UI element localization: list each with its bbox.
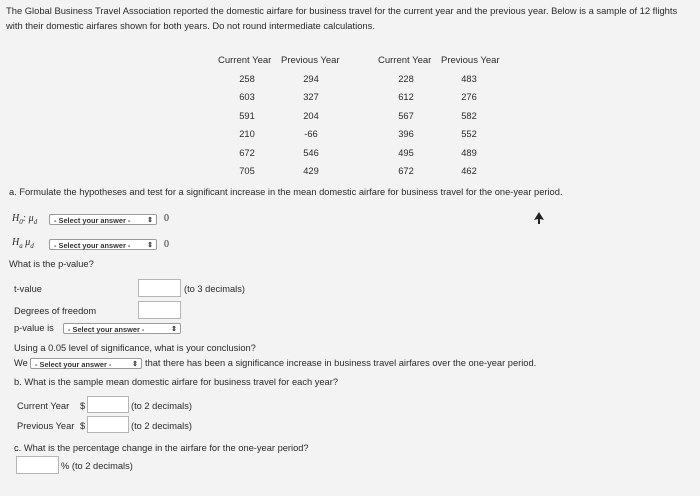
table-cell: 612 xyxy=(398,92,414,102)
table-cell: 591 xyxy=(239,111,255,121)
table-cell: 495 xyxy=(398,148,414,158)
degrees-of-freedom-label: Degrees of freedom xyxy=(14,306,97,316)
table-cell: 258 xyxy=(239,74,255,84)
current-year-mean-input[interactable] xyxy=(87,396,129,413)
table-cell: 603 xyxy=(239,92,255,102)
table-cell: 210 xyxy=(239,129,255,139)
percentage-change-hint: % (to 2 decimals) xyxy=(61,461,133,471)
current-year-dollar: $ xyxy=(80,401,86,411)
table-cell: 276 xyxy=(461,92,477,102)
previous-year-label: Previous Year xyxy=(17,421,75,431)
we-label: We xyxy=(14,358,28,368)
table-cell: 552 xyxy=(461,129,477,139)
t-value-input[interactable] xyxy=(138,279,181,297)
table-cell: -66 xyxy=(304,129,318,139)
p-value-question: What is the p-value? xyxy=(9,259,94,269)
table-cell: 204 xyxy=(303,111,319,121)
table-cell: 672 xyxy=(239,148,255,158)
table-cell: 672 xyxy=(398,166,414,176)
t-value-label: t-value xyxy=(14,284,42,294)
ha-select[interactable]: - Select your answer - ⇕ xyxy=(49,239,157,250)
header-current-year-right: Current Year xyxy=(378,55,432,66)
percentage-change-input[interactable] xyxy=(16,456,59,474)
header-previous-year-right: Previous Year xyxy=(441,55,500,66)
ha-value: 0 xyxy=(164,239,169,250)
previous-year-dollar: $ xyxy=(80,421,86,431)
current-year-hint: (to 2 decimals) xyxy=(131,401,192,411)
h0-value: 0 xyxy=(164,213,169,224)
part-c-question: c. What is the percentage change in the airfare for the one-year period? xyxy=(14,443,309,453)
table-cell: 489 xyxy=(461,148,477,158)
problem-intro: The Global Business Travel Association reported the domestic airfare for business travel for the current year and the previous year. Below is a sample of 12 flights with their domestic airfares shown for both years. Do not round intermediate calculations. xyxy=(6,5,678,31)
table-cell: 327 xyxy=(303,92,319,102)
table-cell: 462 xyxy=(461,166,477,176)
p-value-select[interactable]: - Select your answer - ⇕ xyxy=(63,323,181,334)
part-b-question: b. What is the sample mean domestic airfare for business travel for each year? xyxy=(14,377,338,387)
t-value-hint: (to 3 decimals) xyxy=(184,284,245,294)
table-cell: 546 xyxy=(303,148,319,158)
current-year-label: Current Year xyxy=(17,401,70,411)
table-cell: 294 xyxy=(303,74,319,84)
table-cell: 429 xyxy=(303,166,319,176)
table-cell: 396 xyxy=(398,129,414,139)
ha-label: $H_a$ $\mu_d$ xyxy=(12,237,34,250)
degrees-of-freedom-input[interactable] xyxy=(138,301,181,319)
table-cell: 228 xyxy=(398,74,414,84)
h0-select[interactable]: - Select your answer - ⇕ xyxy=(49,214,157,225)
conclusion-select[interactable]: - Select your answer - ⇕ xyxy=(30,358,142,369)
previous-year-hint: (to 2 decimals) xyxy=(131,421,192,431)
table-cell: 582 xyxy=(461,111,477,121)
h0-label: $H_0$: $\mu_d$ xyxy=(12,213,38,226)
conclusion-question: Using a 0.05 level of significance, what is your conclusion? xyxy=(14,343,256,353)
mouse-cursor-icon xyxy=(534,212,544,224)
table-cell: 483 xyxy=(461,74,477,84)
table-cell: 567 xyxy=(398,111,414,121)
conclusion-text: that there has been a significance increase in business travel airfares over the one-year period. xyxy=(145,358,537,368)
table-cell: 705 xyxy=(239,166,255,176)
part-a-question: a. Formulate the hypotheses and test for a significant increase in the mean domestic airfare for business travel for the one-year period. xyxy=(9,187,563,197)
previous-year-mean-input[interactable] xyxy=(87,416,129,433)
header-current-year-left: Current Year xyxy=(218,55,272,66)
header-previous-year-left: Previous Year xyxy=(281,55,340,66)
p-value-label: p-value is xyxy=(14,323,54,333)
